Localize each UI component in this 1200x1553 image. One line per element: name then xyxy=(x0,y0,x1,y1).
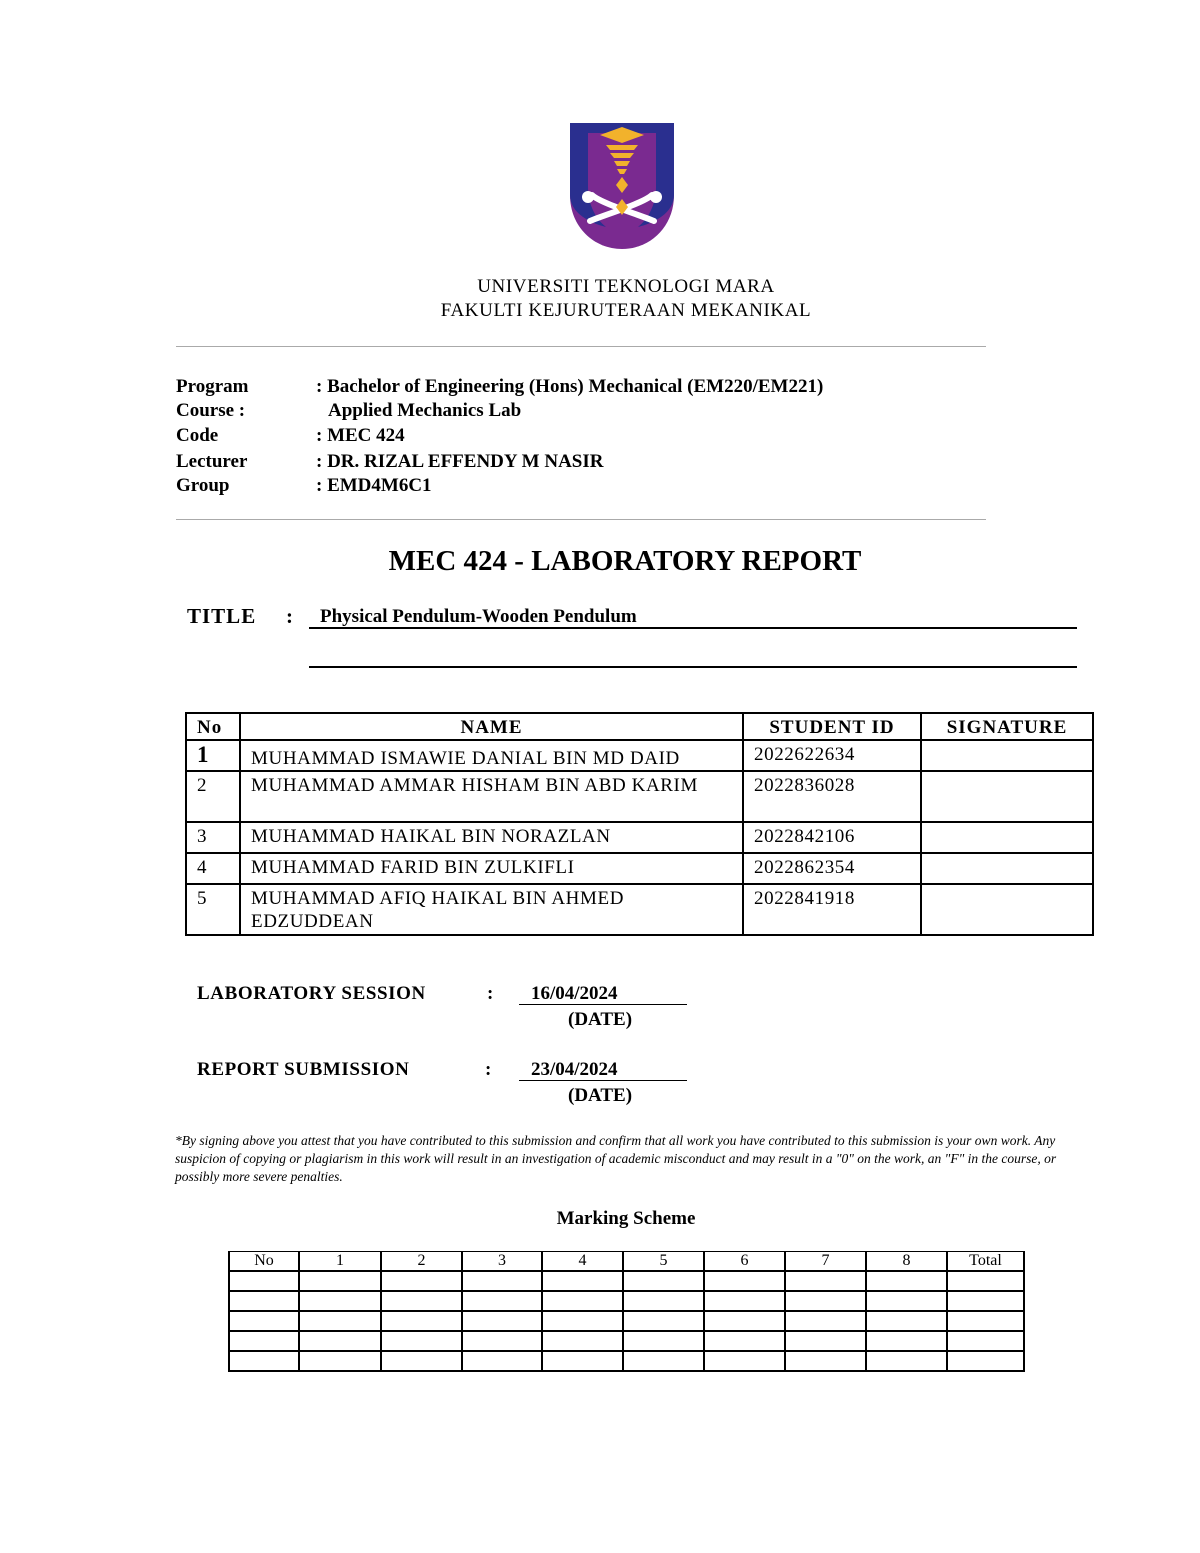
marking-header-no: No xyxy=(229,1252,299,1272)
marking-row xyxy=(229,1291,1024,1311)
row-student-id: 2022841918 xyxy=(743,884,921,935)
program-value: : Bachelor of Engineering (Hons) Mechanical (EM220/EM221) xyxy=(316,376,824,397)
marking-cell[interactable] xyxy=(299,1351,381,1371)
marking-row xyxy=(229,1311,1024,1331)
program-label: Program xyxy=(176,376,249,397)
marking-cell[interactable] xyxy=(947,1351,1024,1371)
title-underline-1 xyxy=(309,627,1077,629)
marking-cell[interactable] xyxy=(299,1291,381,1311)
row-student-id: 2022622634 xyxy=(743,740,921,771)
table-row xyxy=(186,853,1093,884)
marking-cell[interactable] xyxy=(229,1291,299,1311)
header-student-id: STUDENT ID xyxy=(743,713,921,740)
marking-header-5: 5 xyxy=(623,1252,704,1272)
marking-cell[interactable] xyxy=(623,1271,704,1291)
marking-cell[interactable] xyxy=(462,1291,542,1311)
marking-cell[interactable] xyxy=(542,1291,623,1311)
row-signature[interactable] xyxy=(921,853,1093,884)
marking-cell[interactable] xyxy=(462,1331,542,1351)
row-name: MUHAMMAD ISMAWIE DANIAL BIN MD DAID xyxy=(240,740,743,771)
table-row xyxy=(186,740,1093,771)
lab-session-label: LABORATORY SESSION xyxy=(197,983,426,1004)
marking-header-1: 1 xyxy=(299,1252,381,1272)
title-value: Physical Pendulum-Wooden Pendulum xyxy=(320,606,637,627)
marking-cell[interactable] xyxy=(785,1271,866,1291)
university-name: UNIVERSITI TEKNOLOGI MARA xyxy=(477,276,775,297)
course-label: Course : xyxy=(176,400,246,421)
row-signature[interactable] xyxy=(921,822,1093,853)
code-label: Code xyxy=(176,425,219,446)
report-submission-date: 23/04/2024 xyxy=(531,1059,618,1080)
marking-cell[interactable] xyxy=(947,1331,1024,1351)
row-no: 4 xyxy=(186,853,240,884)
row-no: 2 xyxy=(186,771,240,822)
report-title: MEC 424 - LABORATORY REPORT xyxy=(388,545,862,577)
row-no: 1 xyxy=(186,740,240,771)
row-no: 5 xyxy=(186,884,240,935)
marking-row xyxy=(229,1331,1024,1351)
marking-row xyxy=(229,1271,1024,1291)
marking-cell[interactable] xyxy=(229,1351,299,1371)
marking-cell[interactable] xyxy=(785,1291,866,1311)
marking-cell[interactable] xyxy=(866,1331,947,1351)
lab-session-date-label: (DATE) xyxy=(568,1009,633,1030)
marking-cell[interactable] xyxy=(542,1351,623,1371)
row-student-id: 2022862354 xyxy=(743,853,921,884)
title-underline-2 xyxy=(309,666,1077,668)
marking-cell[interactable] xyxy=(785,1331,866,1351)
marking-cell[interactable] xyxy=(704,1331,785,1351)
marking-cell[interactable] xyxy=(462,1311,542,1331)
marking-cell[interactable] xyxy=(381,1311,462,1331)
marking-scheme-title: Marking Scheme xyxy=(556,1208,696,1229)
lecturer-value: : DR. RIZAL EFFENDY M NASIR xyxy=(316,451,604,472)
marking-cell[interactable] xyxy=(381,1331,462,1351)
marking-header-row xyxy=(229,1252,1024,1272)
marking-cell[interactable] xyxy=(229,1271,299,1291)
plagiarism-notice: *By signing above you attest that you have contributed to this submission and confirm that all work you have contributed to this submission is your own work. Any suspicion of copying or plagiarism in this work will result in an investigation of academic misconduct and may result in a "0" on the work, an "F" in the course, or possibly more severe penalties. xyxy=(175,1133,1057,1184)
header-name: NAME xyxy=(240,713,743,740)
header-no: No xyxy=(186,713,240,740)
divider-top xyxy=(176,346,986,347)
table-row xyxy=(186,822,1093,853)
marking-header-2: 2 xyxy=(381,1252,462,1272)
marking-cell[interactable] xyxy=(866,1311,947,1331)
marking-cell[interactable] xyxy=(623,1291,704,1311)
marking-cell[interactable] xyxy=(542,1271,623,1291)
report-submission-label: REPORT SUBMISSION xyxy=(197,1059,410,1080)
title-label: TITLE xyxy=(187,604,257,628)
row-name: MUHAMMAD AMMAR HISHAM BIN ABD KARIM xyxy=(240,771,743,822)
marking-cell[interactable] xyxy=(299,1311,381,1331)
marking-cell[interactable] xyxy=(785,1351,866,1371)
marking-cell[interactable] xyxy=(381,1271,462,1291)
divider-bottom xyxy=(176,519,986,520)
marking-row xyxy=(229,1351,1024,1371)
row-name: MUHAMMAD FARID BIN ZULKIFLI xyxy=(240,853,743,884)
header-signature: SIGNATURE xyxy=(921,713,1093,740)
marking-cell[interactable] xyxy=(381,1291,462,1311)
marking-scheme-table xyxy=(228,1251,1025,1372)
marking-header-4: 4 xyxy=(542,1252,623,1272)
lab-session-colon: : xyxy=(487,983,494,1004)
members-header-row xyxy=(186,713,1093,740)
report-submission-colon: : xyxy=(485,1059,492,1080)
marking-cell[interactable] xyxy=(381,1351,462,1371)
title-colon: : xyxy=(286,604,293,628)
report-submission-date-label: (DATE) xyxy=(568,1085,633,1106)
marking-cell[interactable] xyxy=(704,1291,785,1311)
group-value: : EMD4M6C1 xyxy=(316,475,432,496)
marking-header-total: Total xyxy=(947,1252,1024,1272)
lecturer-label: Lecturer xyxy=(176,451,248,472)
code-value: : MEC 424 xyxy=(316,425,405,446)
marking-cell[interactable] xyxy=(462,1351,542,1371)
table-row xyxy=(186,771,1093,822)
row-name: MUHAMMAD HAIKAL BIN NORAZLAN xyxy=(240,822,743,853)
marking-cell[interactable] xyxy=(947,1291,1024,1311)
row-student-id: 2022836028 xyxy=(743,771,921,822)
marking-cell[interactable] xyxy=(542,1331,623,1351)
marking-cell[interactable] xyxy=(704,1271,785,1291)
marking-cell[interactable] xyxy=(623,1331,704,1351)
marking-cell[interactable] xyxy=(542,1311,623,1331)
marking-cell[interactable] xyxy=(462,1271,542,1291)
faculty-name: FAKULTI KEJURUTERAAN MEKANIKAL xyxy=(440,300,812,321)
marking-header-7: 7 xyxy=(785,1252,866,1272)
marking-cell[interactable] xyxy=(704,1351,785,1371)
lab-session-underline xyxy=(519,1004,687,1005)
marking-header-3: 3 xyxy=(462,1252,542,1272)
marking-cell[interactable] xyxy=(785,1311,866,1331)
members-table xyxy=(185,712,1094,936)
row-student-id: 2022842106 xyxy=(743,822,921,853)
row-name: MUHAMMAD AFIQ HAIKAL BIN AHMED EDZUDDEAN xyxy=(240,884,743,935)
marking-cell[interactable] xyxy=(866,1271,947,1291)
group-label: Group xyxy=(176,475,230,496)
marking-cell[interactable] xyxy=(704,1311,785,1331)
table-row xyxy=(186,884,1093,935)
lab-session-date: 16/04/2024 xyxy=(531,983,618,1004)
marking-cell[interactable] xyxy=(866,1351,947,1371)
marking-cell[interactable] xyxy=(866,1291,947,1311)
row-signature[interactable] xyxy=(921,771,1093,822)
course-value: Applied Mechanics Lab xyxy=(328,400,522,421)
row-signature[interactable] xyxy=(921,884,1093,935)
marking-header-8: 8 xyxy=(866,1252,947,1272)
marking-cell[interactable] xyxy=(229,1331,299,1351)
marking-header-6: 6 xyxy=(704,1252,785,1272)
uitm-crest-icon xyxy=(570,123,674,249)
marking-cell[interactable] xyxy=(299,1331,381,1351)
marking-cell[interactable] xyxy=(947,1311,1024,1331)
row-no: 3 xyxy=(186,822,240,853)
marking-cell[interactable] xyxy=(229,1311,299,1331)
marking-cell[interactable] xyxy=(623,1311,704,1331)
report-submission-underline xyxy=(519,1080,687,1081)
marking-cell[interactable] xyxy=(299,1271,381,1291)
marking-cell[interactable] xyxy=(623,1351,704,1371)
marking-cell[interactable] xyxy=(947,1271,1024,1291)
row-signature[interactable] xyxy=(921,740,1093,771)
